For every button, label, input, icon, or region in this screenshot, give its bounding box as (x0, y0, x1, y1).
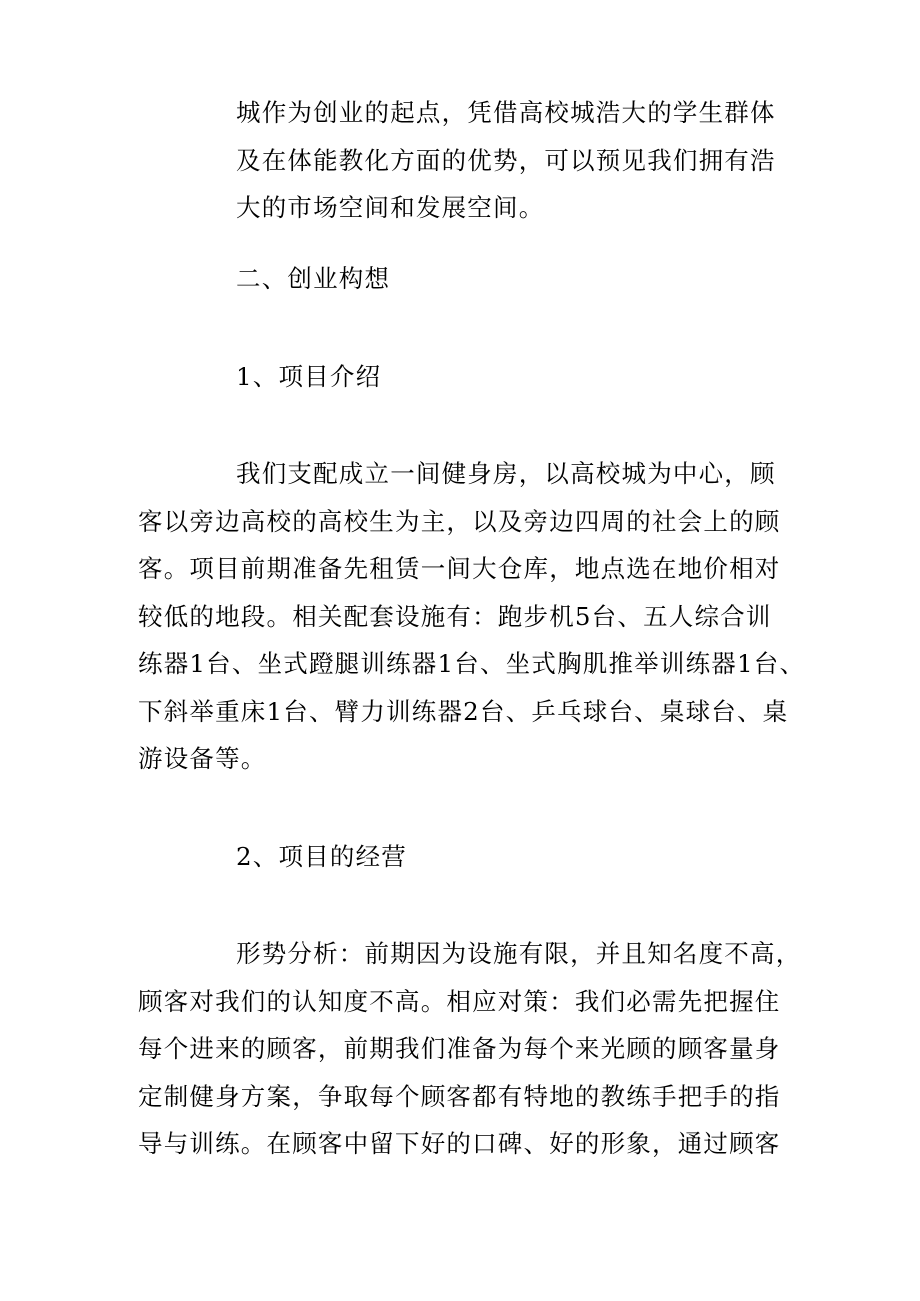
sub-heading-project-intro: 1、项目介绍 (236, 362, 382, 391)
paragraph-line: 城作为创业的起点，凭借高校城浩大的学生群体 (236, 98, 776, 127)
paragraph-line: 客。项目前期准备先租赁一间大仓库，地点选在地价相对 (138, 554, 781, 583)
paragraph-line: 导与训练。在顾客中留下好的口碑、好的形象，通过顾客 (138, 1129, 781, 1158)
paragraph-line: 顾客对我们的认知度不高。相应对策：我们必需先把握住 (138, 986, 781, 1016)
operation-paragraph (138, 930, 802, 1168)
section-heading: 二、创业构想 (236, 264, 391, 293)
sub-heading-operation: 2、项目的经营 (236, 842, 407, 871)
project-intro-paragraph (138, 450, 806, 783)
paragraph-line: 练器1台、坐式蹬腿训练器1台、坐式胸肌推举训练器1台、 (138, 649, 806, 678)
paragraph-line: 我们支配成立一间健身房，以高校城为中心，顾 (236, 459, 776, 488)
paragraph-line: 每个进来的顾客，前期我们准备为每个来光顾的顾客量身 (138, 1034, 781, 1063)
intro-paragraph (138, 89, 786, 232)
paragraph-line: 下斜举重床1台、臂力训练器2台、乒乓球台、桌球台、桌 (138, 696, 789, 726)
paragraph-line: 游设备等。 (138, 744, 267, 773)
paragraph-line: 较低的地段。相关配套设施有：跑步机5台、五人综合训 (138, 601, 772, 631)
paragraph-line: 形势分析：前期因为设施有限，并且知名度不高， (236, 939, 802, 968)
paragraph-line: 及在体能教化方面的优势，可以预见我们拥有浩 (236, 145, 776, 175)
paragraph-line: 大的市场空间和发展空间。 (236, 193, 545, 222)
paragraph-line: 定制健身方案，争取每个顾客都有特地的教练手把手的指 (138, 1081, 781, 1111)
paragraph-line: 客以旁边高校的高校生为主，以及旁边四周的社会上的顾 (138, 506, 781, 536)
